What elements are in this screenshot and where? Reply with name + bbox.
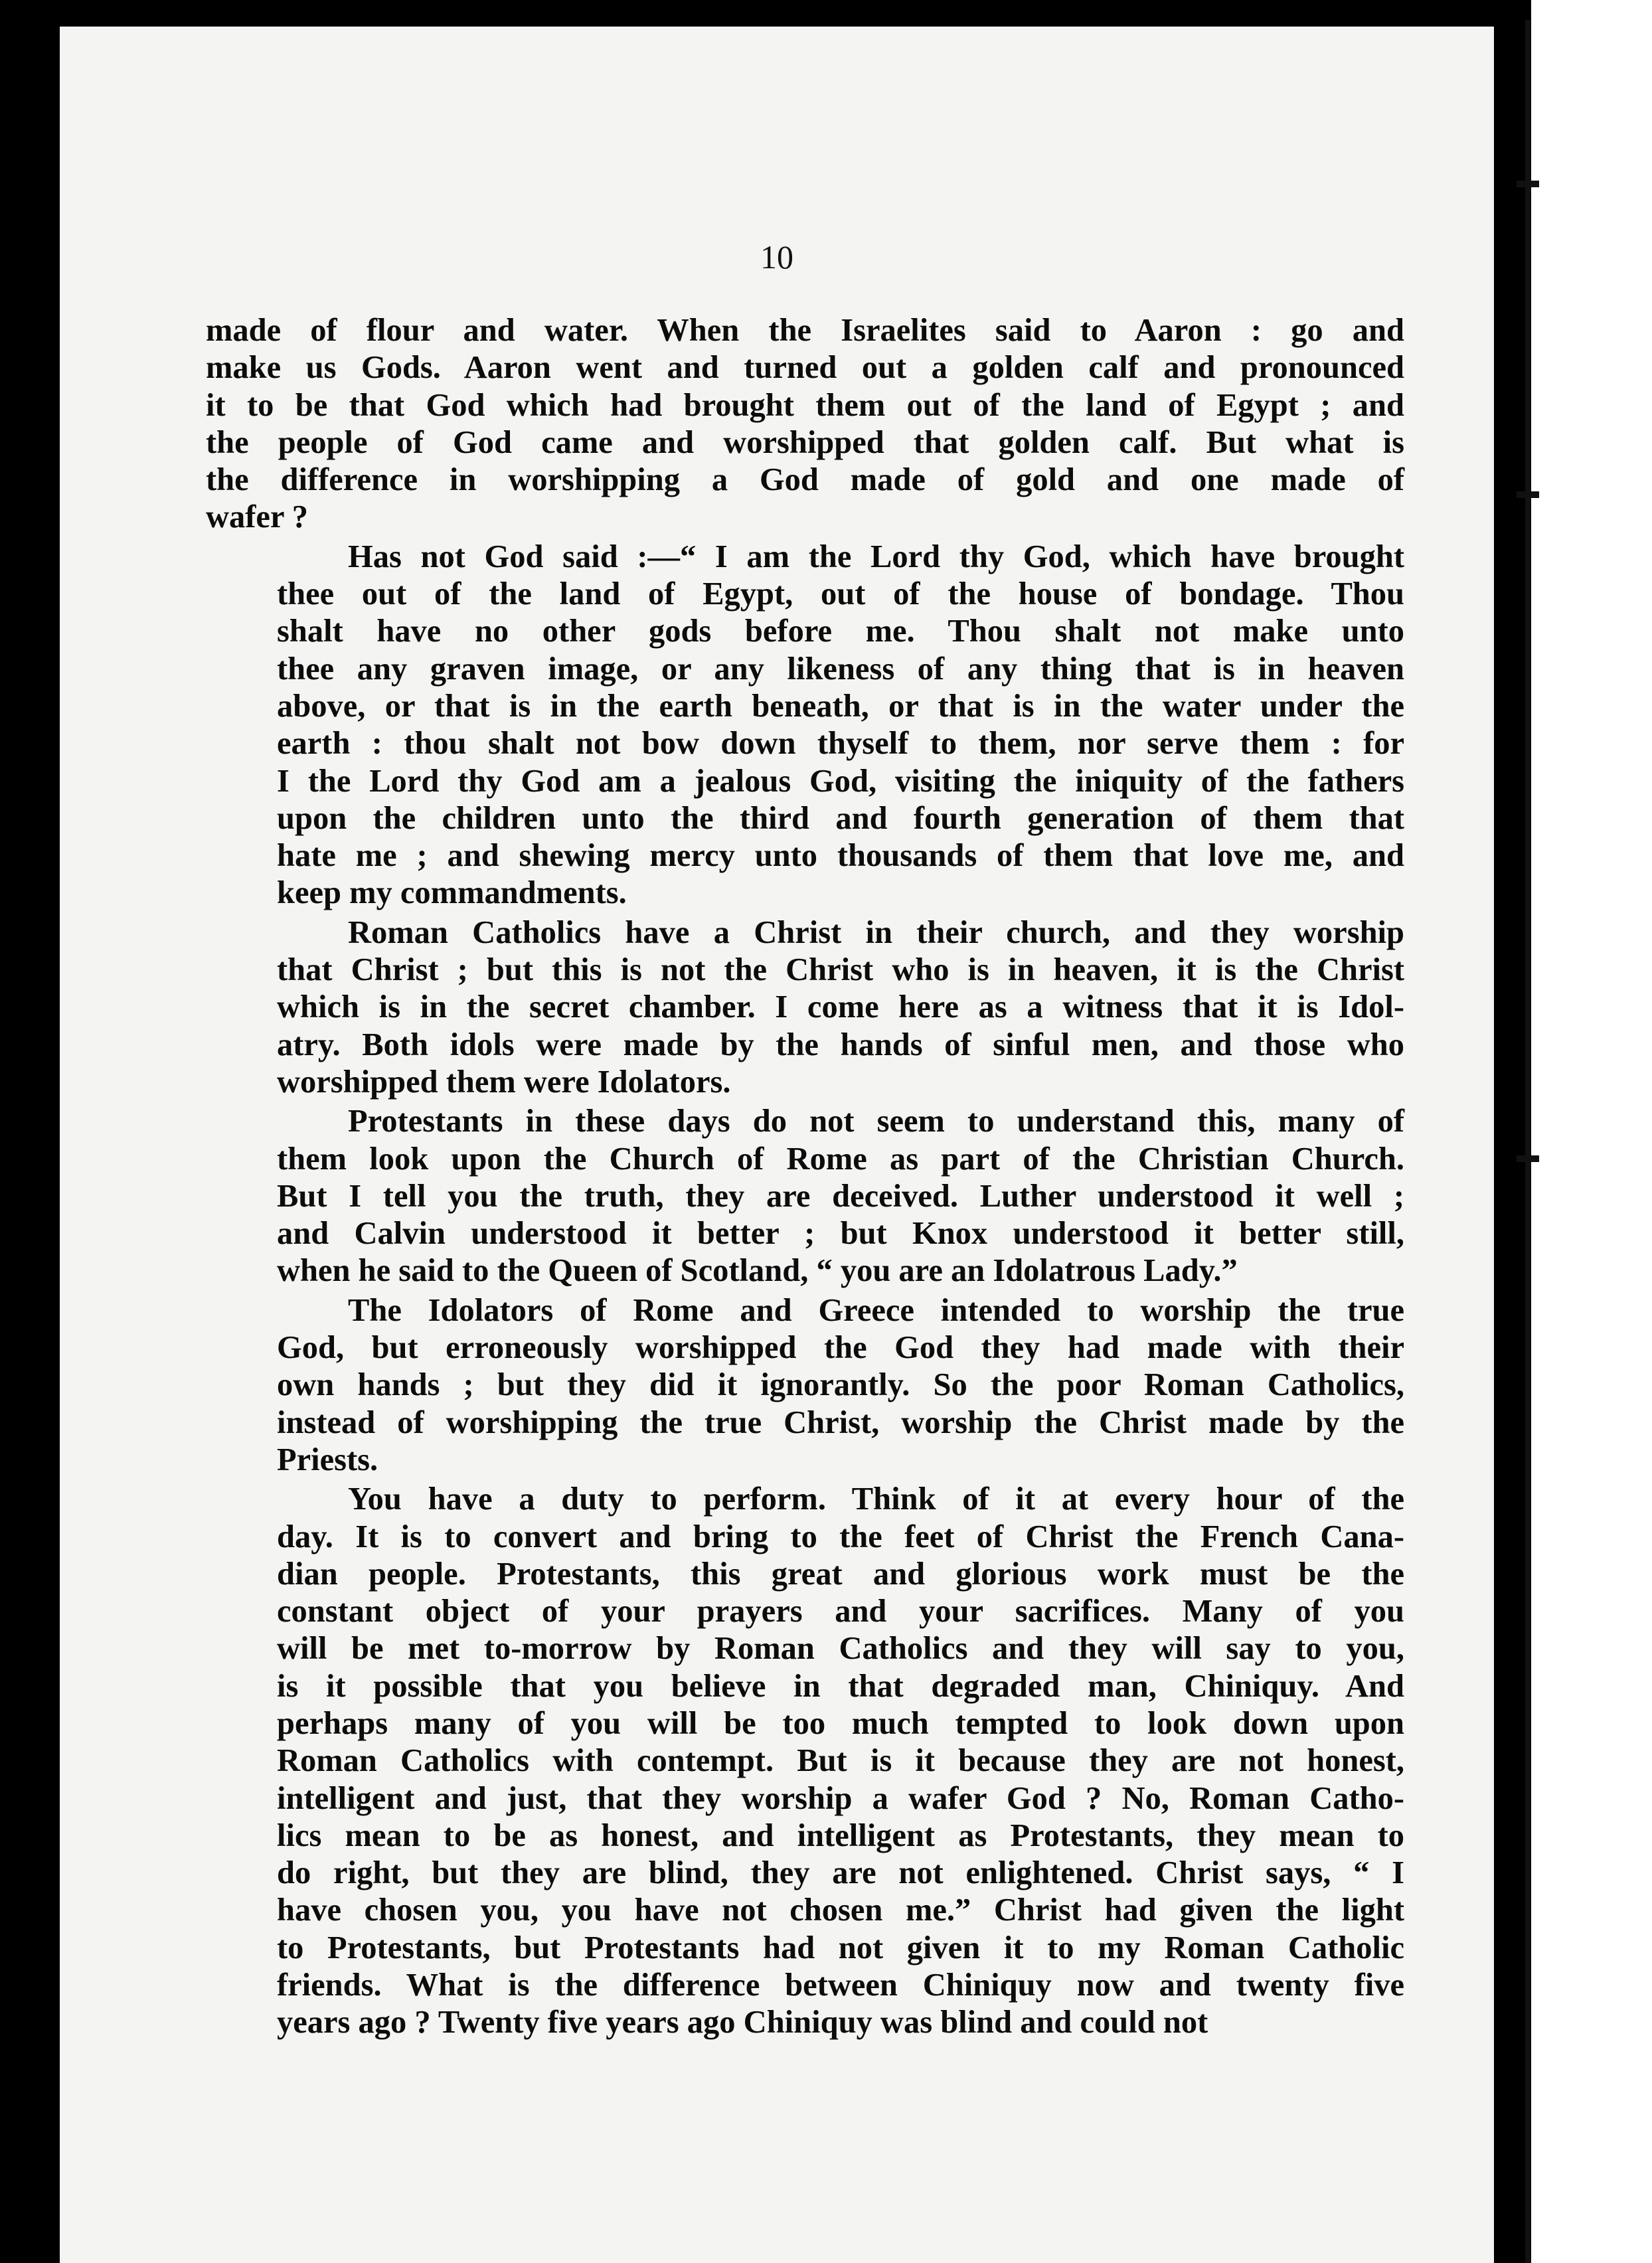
text-line: You have a duty to perform. Think of it at every hour of the [348, 1481, 1404, 1517]
paragraph [206, 312, 1404, 537]
text-line: when he said to the Queen of Scotland, “ you are an Idolatrous Lady.” [277, 1253, 1238, 1289]
text-line: will be met to-morrow by Roman Catholics and they will say to you, [277, 1631, 1404, 1667]
paragraph [206, 1103, 1404, 1290]
text-line: lics mean to be as honest, and intelligent as Protestants, they mean to [277, 1817, 1404, 1853]
text-line: But I tell you the truth, they are deceived. Luther understood it well ; [277, 1178, 1404, 1214]
text-line: make us Gods. Aaron went and turned out a golden calf and pronounced [206, 350, 1404, 386]
paragraph [206, 539, 1404, 912]
text-line: perhaps many of you will be too much tempted to look down upon [277, 1705, 1404, 1741]
text-line: made of flour and water. When the Israelites said to Aaron : go and [206, 313, 1404, 348]
text-line: above, or that is in the earth beneath, or that is in the water under the [277, 688, 1404, 724]
text-line: thee any graven image, or any likeness of any thing that is in heaven [277, 651, 1404, 687]
text-line: The Idolators of Rome and Greece intended to worship the true [348, 1292, 1404, 1328]
text-line: and Calvin understood it better ; but Knox understood it better still, [277, 1216, 1404, 1252]
text-line: constant object of your prayers and your sacrifices. Many of you [277, 1594, 1404, 1630]
paragraph [206, 1481, 1404, 2041]
text-line: friends. What is the difference between Chiniquy now and twenty five [277, 1968, 1404, 2003]
text-line: shalt have no other gods before me. Thou shalt not make unto [277, 614, 1404, 649]
paragraph [206, 1292, 1404, 1479]
binding-tick-mark [1517, 1155, 1539, 1162]
text-line: hate me ; and shewing mercy unto thousands of them that love me, and [277, 838, 1404, 874]
text-line: worshipped them were Idolators. [277, 1064, 731, 1100]
scan-margin [1531, 0, 1652, 2263]
text-line: own hands ; but they did it ignorantly. So the poor Roman Catholics, [277, 1367, 1404, 1403]
text-line: instead of worshipping the true Christ, worship the Christ made by the [277, 1404, 1404, 1440]
body-text [206, 312, 1404, 2044]
text-line: intelligent and just, that they worship a wafer God ? No, Roman Catho- [277, 1780, 1404, 1816]
text-line: the people of God came and worshipped that golden calf. But what is [206, 424, 1404, 460]
text-line: dian people. Protestants, this great and glorious work must be the [277, 1556, 1404, 1592]
text-line: Priests. [277, 1442, 378, 1477]
text-line: wafer ? [206, 499, 308, 535]
text-line: day. It is to convert and bring to the feet of Christ the French Cana- [277, 1519, 1404, 1554]
text-line: Roman Catholics with contempt. But is it because they are not honest, [277, 1743, 1404, 1779]
text-line: it to be that God which had brought them out of the land of Egypt ; and [206, 387, 1404, 423]
text-line: which is in the secret chamber. I come here as a witness that it is Idol- [277, 989, 1404, 1025]
text-line: earth : thou shalt not bow down thyself to them, nor serve them : for [277, 726, 1404, 762]
text-line: Has not God said :—“ I am the Lord thy God, which have brought [348, 539, 1404, 574]
text-line: them look upon the Church of Rome as part of the Christian Church. [277, 1141, 1404, 1177]
text-line: that Christ ; but this is not the Christ who is in heaven, it is the Christ [277, 952, 1404, 988]
binding-tick-mark [1517, 491, 1539, 498]
text-line: years ago ? Twenty five years ago Chiniquy was blind and could not [277, 2005, 1208, 2041]
text-line: do right, but they are blind, they are not enlightened. Christ says, “ I [277, 1855, 1404, 1891]
paragraph [206, 914, 1404, 1101]
text-line: the difference in worshipping a God made of gold and one made of [206, 462, 1404, 498]
binding-tick-mark [1517, 181, 1539, 187]
text-line: Roman Catholics have a Christ in their church, and they worship [348, 914, 1404, 950]
text-line: thee out of the land of Egypt, out of the house of bondage. Thou [277, 576, 1404, 612]
binding-edge-rule [1525, 20, 1530, 2263]
text-line: to Protestants, but Protestants had not given it to my Roman Catholic [277, 1930, 1404, 1966]
text-line: keep my commandments. [277, 875, 627, 911]
text-line: is it possible that you believe in that degraded man, Chiniquy. And [277, 1668, 1404, 1704]
text-line: God, but erroneously worshipped the God they had made with their [277, 1330, 1404, 1366]
document-page [60, 27, 1494, 2263]
text-line: I the Lord thy God am a jealous God, visiting the iniquity of the fathers [277, 763, 1404, 799]
text-line: Protestants in these days do not seem to understand this, many of [348, 1104, 1404, 1139]
text-line: upon the children unto the third and fourth generation of them that [277, 800, 1404, 836]
text-line: atry. Both idols were made by the hands of sinful men, and those who [277, 1027, 1404, 1062]
page-number: 10 [760, 238, 793, 276]
text-line: have chosen you, you have not chosen me.” Christ had given the light [277, 1892, 1404, 1928]
